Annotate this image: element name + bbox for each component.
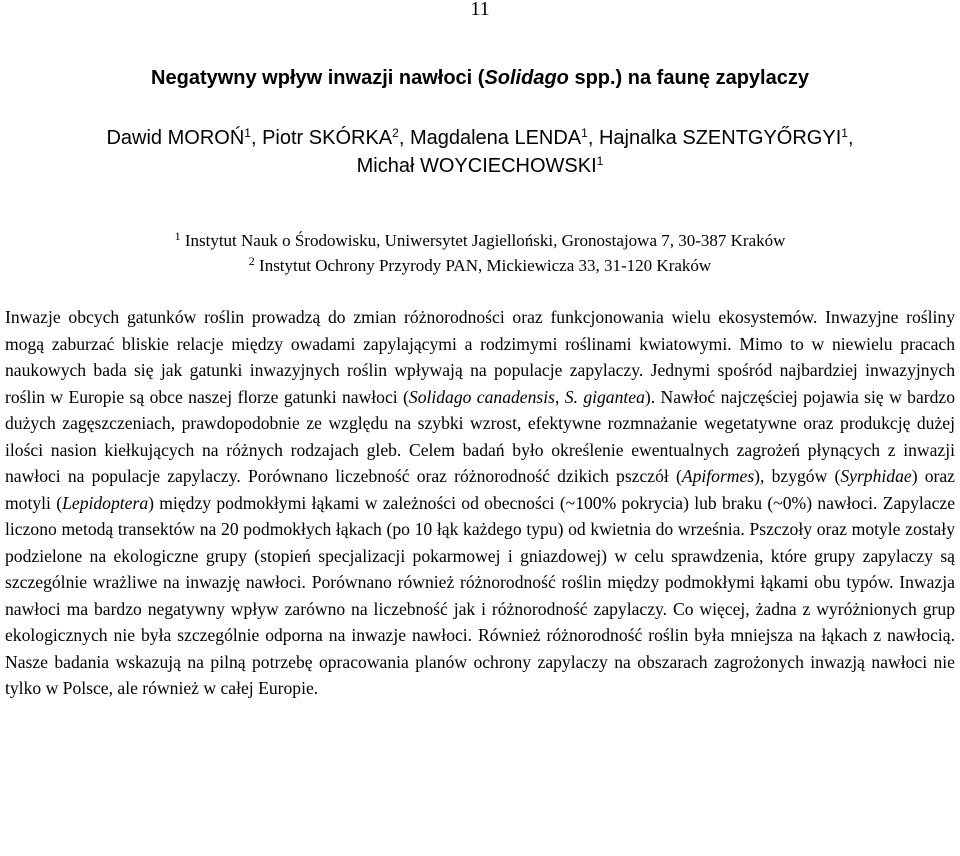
taxon-name: Lepidoptera bbox=[62, 492, 149, 513]
author-separator: , bbox=[847, 127, 854, 149]
affiliation-text: Instytut Ochrony Przyrody PAN, Mickiewicza 33, 31-120 Kraków bbox=[259, 256, 712, 275]
author-affiliation-mark: 1 bbox=[244, 126, 251, 141]
taxon-name: Syrphidae bbox=[840, 466, 912, 486]
author-name: Michał WOYCIECHOWSKI bbox=[356, 155, 597, 177]
author-name: Magdalena LENDA bbox=[409, 127, 582, 149]
author-affiliation-mark: 1 bbox=[596, 154, 604, 169]
author-woyciechowski bbox=[357, 155, 604, 177]
affiliation-2 bbox=[0, 253, 960, 278]
affiliation-text: Instytut Nauk o Środowisku, Uniwersytet Jagielloński, Gronostajowa 7, 30-387 Kraków bbox=[184, 231, 786, 250]
species-name: S. gigantea bbox=[564, 386, 645, 407]
abstract-text: Inwazje obcych gatunków roślin prowadzą do zmian różnorodności oraz funkcjonowania wielu ekosystemów. Inwazyjne rośliny mogą zaburzać bliskie relacje między owadami zapylającymi a rodzimymi roślinami kwiatowymi. Mimo to w niewielu pracach naukowych bada się jak gatunki inwazyjnych roślin wpływają na populacje zapylaczy. Jednymi spośród najbardziej inwazyjnych roślin w Europie są obce naszej florze gatunki nawłoci ( bbox=[5, 307, 955, 407]
abstract-text: ) oraz motyli ( bbox=[5, 466, 955, 513]
author-name: Dawid MOROŃ bbox=[106, 127, 245, 149]
author-separator: , bbox=[398, 127, 410, 149]
author-affiliation-mark: 1 bbox=[841, 126, 848, 141]
author-affiliation-mark: 2 bbox=[392, 126, 399, 141]
affiliation-1 bbox=[0, 228, 960, 253]
title-post: spp.) na faunę zapylaczy bbox=[568, 67, 809, 89]
page-number: 11 bbox=[470, 0, 490, 20]
author-skorka bbox=[262, 127, 410, 149]
abstract-text: ). Nawłoć najczęściej pojawia się w bardzo dużych zagęszczeniach, prawdopodobnie ze względu na szybki wzrost, efektywne rozmnażanie wegetatywne oraz produkcję dużej ilości nasion kiełkujących na różnych rodzajach gleb. Celem badań było określenie ewentualnych zagrożeń płynących z inwazji nawłoci na populacje zapylaczy. Porównano liczebność oraz różnorodność dzikich pszczół ( bbox=[5, 386, 956, 486]
author-lenda bbox=[410, 127, 599, 149]
author-affiliation-mark: 1 bbox=[581, 126, 588, 141]
author-moron bbox=[106, 127, 262, 149]
author-separator: , bbox=[587, 127, 599, 149]
abstract-text: ), bzygów ( bbox=[754, 466, 841, 486]
author-name: Piotr SKÓRKA bbox=[262, 127, 393, 149]
author-list bbox=[0, 124, 960, 180]
abstract-paragraph bbox=[5, 304, 955, 702]
abstract-text: ) między podmokłymi łąkami w zależności od obecności (~100% pokrycia) lub braku (~0%) nawłoci. Zapylacze liczono metodą transektów na 20 podmokłych łąkach (po 10 łąk każdego typu) od kwietnia do września. Pszczoły oraz motyle zostały podzielone na ekologiczne grupy (stopień specjalizacji pokarmowej i gniazdowej) w celu sprawdzenia, które grupy zapylaczy są szczególnie wrażliwe na inwazję nawłoci. Porównano również różnorodność roślin między podmokłymi łąkami obu typów. Inwazja nawłoci ma bardzo negatywny wpływ zarówno na liczebność jak i różnorodność zapylaczy. Co więcej, żadna z wyróżnionych grup ekologicznych nie była szczególnie odporna na inwazje nawłoci. Również różnorodność roślin była mniejsza na łąkach z nawłocią. Nasze badania wskazują na pilną potrzebę opracowania planów ochrony zapylaczy na obszarach zagrożonych inwazją nawłoci nie tylko w Polsce, ale również w całej Europie. bbox=[5, 492, 956, 698]
author-separator: , bbox=[250, 127, 263, 149]
affiliation-list bbox=[0, 228, 960, 278]
abstract-text: , bbox=[555, 386, 565, 407]
species-name: Solidago canadensis bbox=[408, 386, 555, 407]
title-genus: Solidago bbox=[484, 67, 569, 89]
taxon-name: Apiformes bbox=[681, 466, 755, 486]
affiliation-number: 2 bbox=[248, 254, 255, 269]
author-szentgyorgyi bbox=[599, 127, 854, 149]
affiliation-number: 1 bbox=[174, 229, 181, 244]
title-pre: Negatywny wpływ inwazji nawłoci ( bbox=[151, 67, 485, 89]
author-name: Hajnalka SZENTGYŐRGYI bbox=[598, 127, 842, 149]
paper-title bbox=[0, 65, 960, 91]
